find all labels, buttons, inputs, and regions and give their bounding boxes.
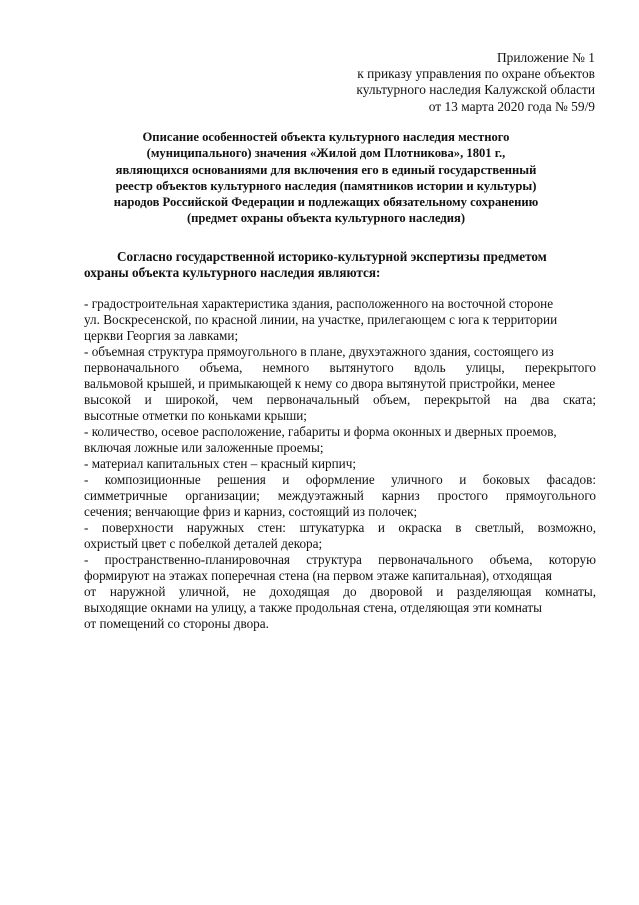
order-reference: к приказу управления по охране объектов (357, 66, 595, 82)
title-line: реестр объектов культурного наследия (памятников истории и культуры) (115, 178, 537, 193)
body-line: от наружной уличной, не доходящая до дворовой и разделяющая комнаты, (84, 584, 596, 599)
title-line: являющихся основаниями для включения его в единый государственный (115, 162, 537, 177)
body-line: симметричные организации; междуэтажный карниз простого прямоугольного (84, 488, 596, 503)
intro-line: Согласно государственной историко-культурной экспертизы предметом (117, 249, 547, 264)
intro-paragraph (84, 249, 598, 282)
body-line: - материал капитальных стен – красный кирпич; (84, 456, 357, 471)
body-line: высотные отметки по коньками крыши; (84, 408, 307, 423)
title-line: народов Российской Федерации и подлежащих обязательному сохранению (113, 195, 539, 210)
body-line: выходящие окнами на улицу, а также продольная стена, отделяющая эти комнаты (84, 600, 543, 615)
body-line: - композиционные решения и оформление уличного и боковых фасадов: (84, 472, 596, 487)
order-date-number: от 13 марта 2020 года № 59/9 (428, 98, 595, 114)
intro-line: охраны объекта культурного наследия являются: (84, 265, 381, 281)
protection-items-list (84, 296, 596, 632)
title-line: (муниципального) значения «Жилой дом Плотникова», 1801 г., (146, 146, 506, 161)
body-line: сечения; венчающие фриз и карниз, состоящий из полочек; (84, 504, 418, 519)
body-line: вальмовой крышей, и примыкающей к нему со двора вытянутой пристройки, менее (84, 376, 556, 391)
issuing-authority: культурного наследия Калужской области (356, 82, 595, 98)
body-line: включая ложные или заложенные проемы; (84, 440, 324, 455)
body-line: - количество, осевое расположение, габариты и форма оконных и дверных проемов, (84, 424, 557, 439)
body-line: первоначального объема, немного вытянутого вдоль улицы, перекрытого (84, 360, 596, 375)
document-title (85, 129, 567, 227)
body-line: - объемная структура прямоугольного в плане, двухэтажного здания, состоящего из (84, 344, 554, 359)
title-line: (предмет охраны объекта культурного наследия) (186, 211, 466, 226)
body-line: церкви Георгия за лавками; (84, 328, 239, 343)
body-line: формируют на этажах поперечная стена (на первом этаже капитальная), отходящая (84, 568, 552, 583)
appendix-number: Приложение № 1 (496, 50, 595, 65)
body-line: - поверхности наружных стен: штукатурка и окраска в светлый, возможно, (84, 520, 596, 535)
body-line: - градостроительная характеристика здания, расположенного на восточной стороне (84, 296, 554, 311)
body-line: - пространственно-планировочная структура первоначального объема, которую (84, 552, 596, 567)
body-line: высокой и широкой, чем первоначальный объем, перекрытой на два ската; (84, 392, 596, 407)
title-line: Описание особенностей объекта культурного наследия местного (142, 130, 510, 144)
body-line: ул. Воскресенской, по красной линии, на участке, прилегающем с юга к территории (84, 312, 558, 327)
body-line: охристый цвет с побелкой деталей декора; (84, 536, 323, 551)
body-line: от помещений со стороны двора. (84, 616, 269, 631)
appendix-header (356, 50, 595, 115)
